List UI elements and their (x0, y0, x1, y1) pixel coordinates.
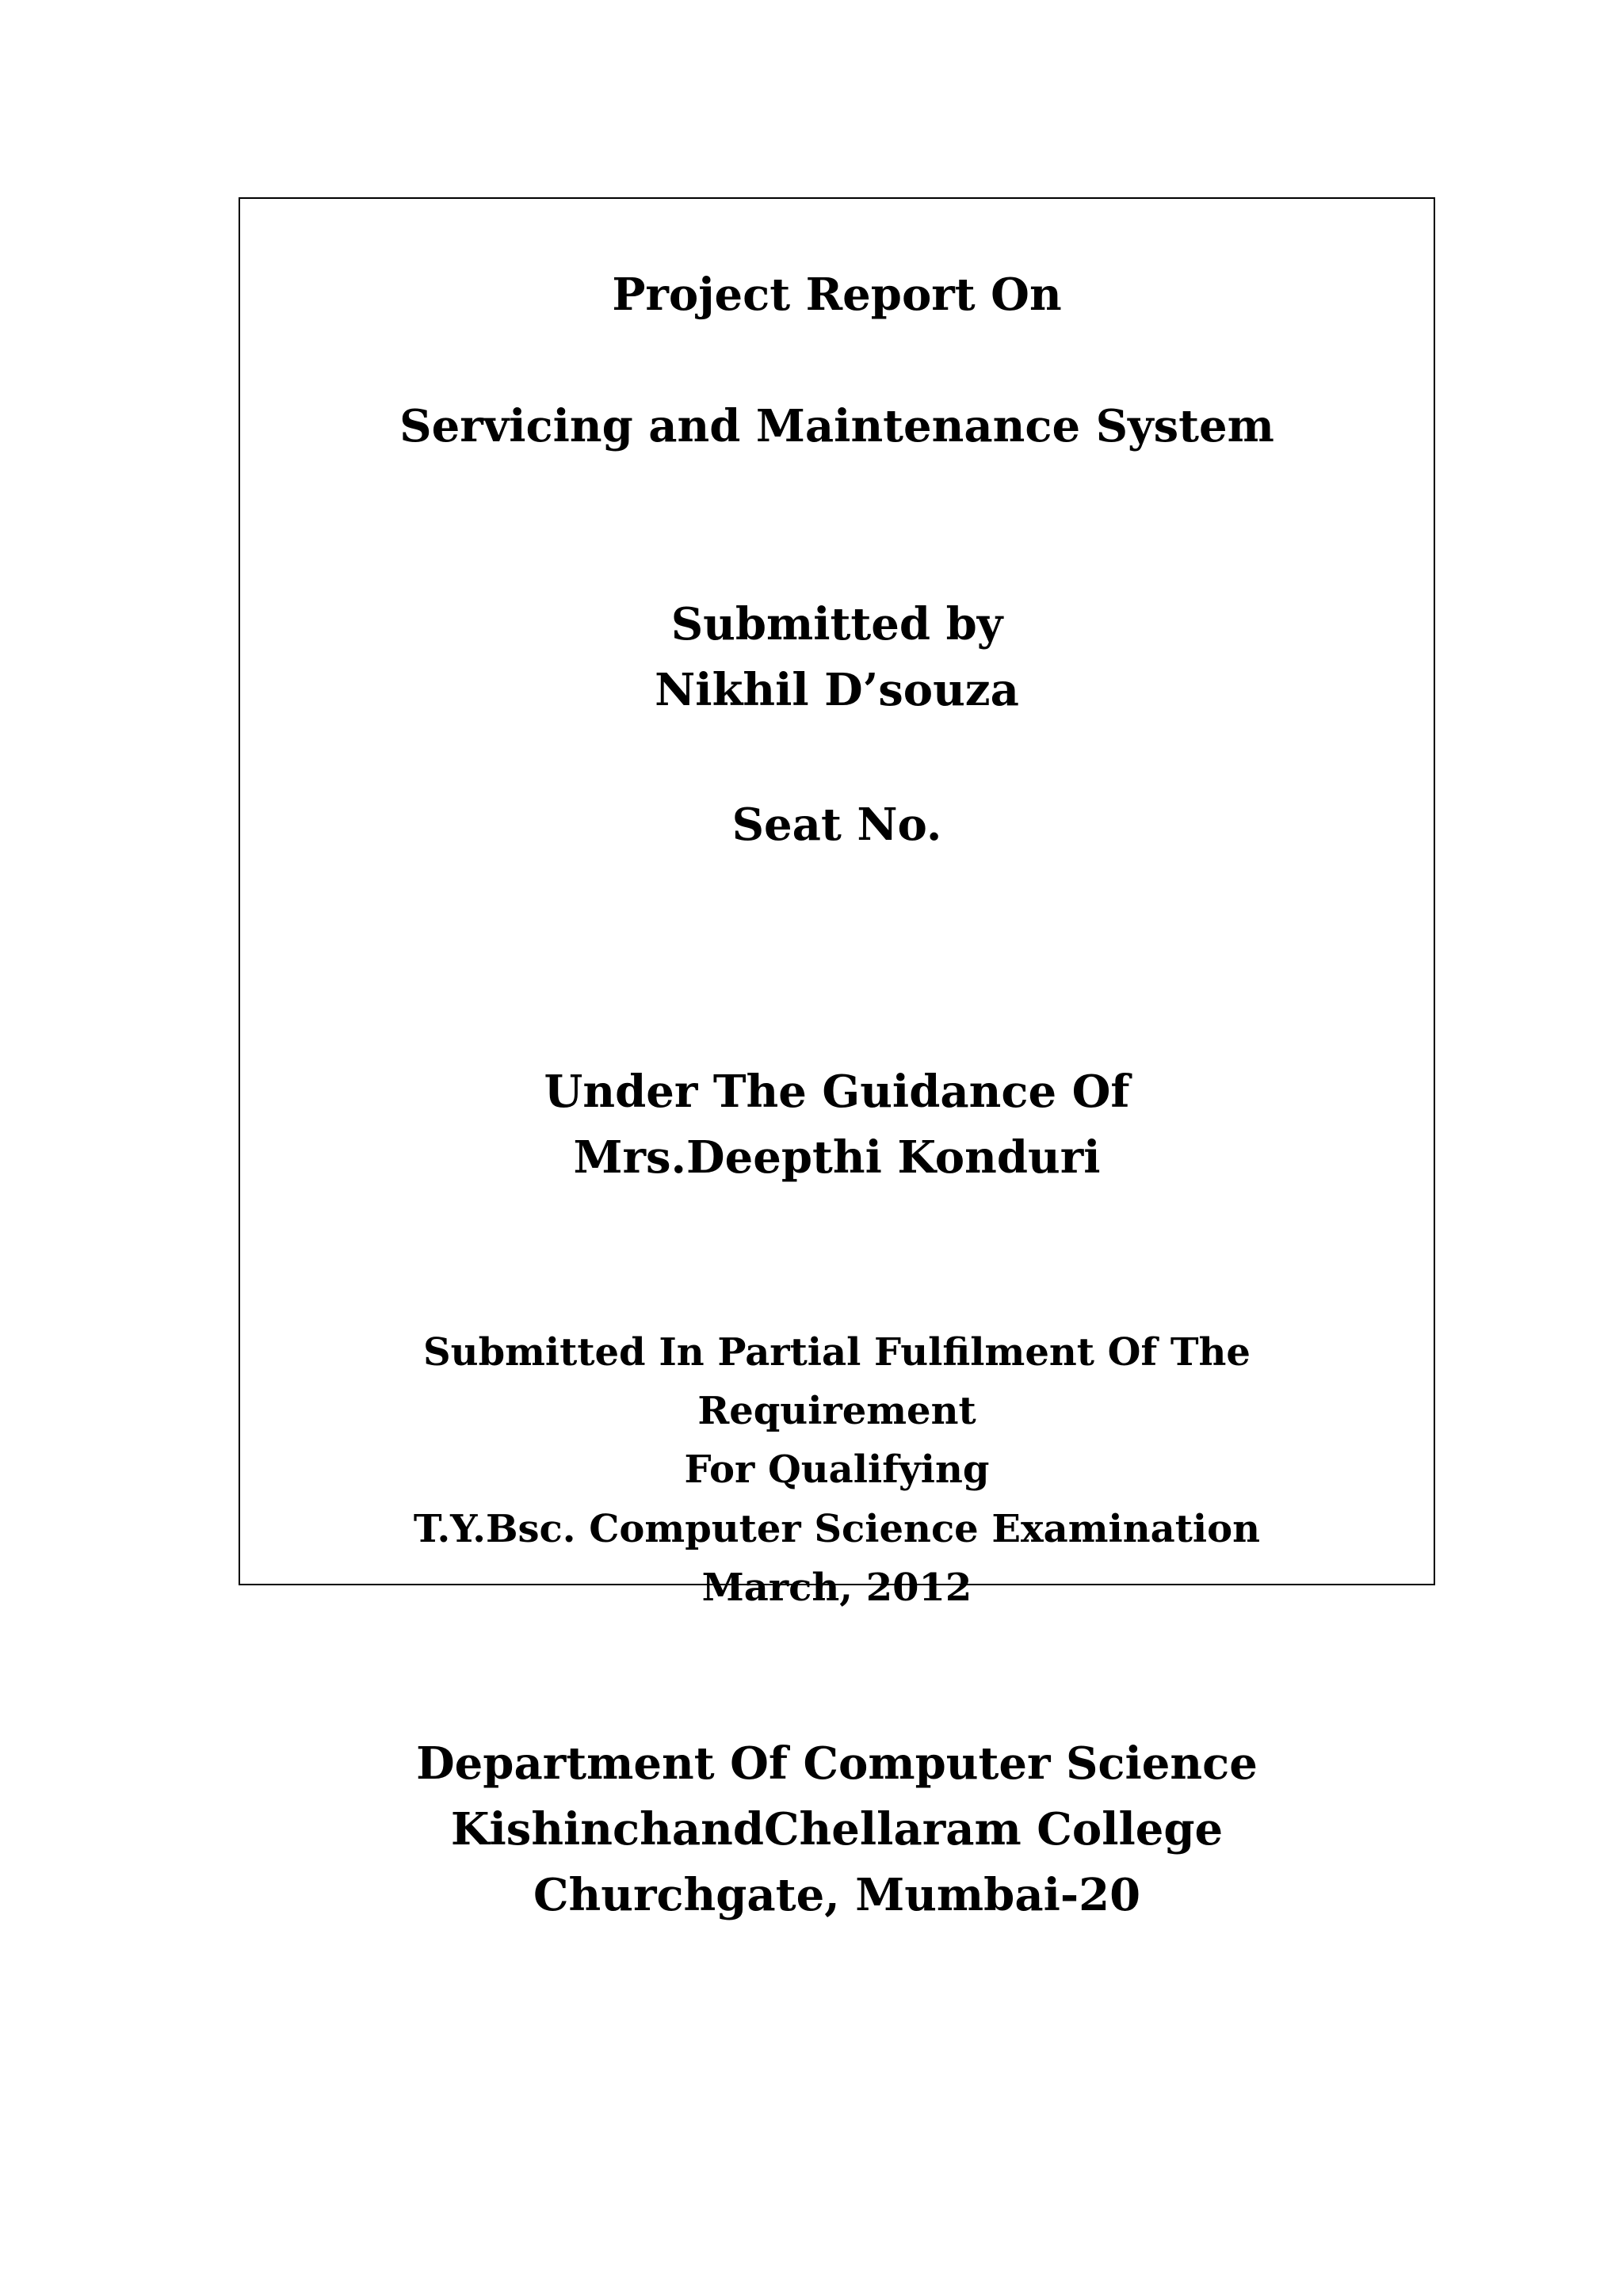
guide-name: Mrs.Deepthi Konduri (573, 1131, 1101, 1184)
department-name: Department Of Computer Science (416, 1737, 1258, 1790)
submitted-by-label: Submitted by (670, 598, 1003, 650)
college-address: Churchgate, Mumbai-20 (533, 1869, 1141, 1921)
title-line-1: Project Report On (612, 269, 1062, 321)
fulfilment-line-3: For Qualifying (684, 1447, 990, 1492)
title-line-2: Servicing and Maintenance System (399, 400, 1274, 452)
author-name: Nikhil D’souza (655, 664, 1019, 716)
college-name: KishinchandChellaram College (450, 1803, 1224, 1855)
seat-number: Seat No. (731, 799, 942, 851)
fulfilment-line-2: Requirement (697, 1389, 976, 1433)
guidance-label: Under The Guidance Of (544, 1066, 1130, 1118)
exam-date: March, 2012 (701, 1566, 972, 1610)
fulfilment-line-4: T.Y.Bsc. Computer Science Examination (413, 1507, 1261, 1551)
fulfilment-line-1: Submitted In Partial Fulfilment Of The (423, 1330, 1251, 1375)
